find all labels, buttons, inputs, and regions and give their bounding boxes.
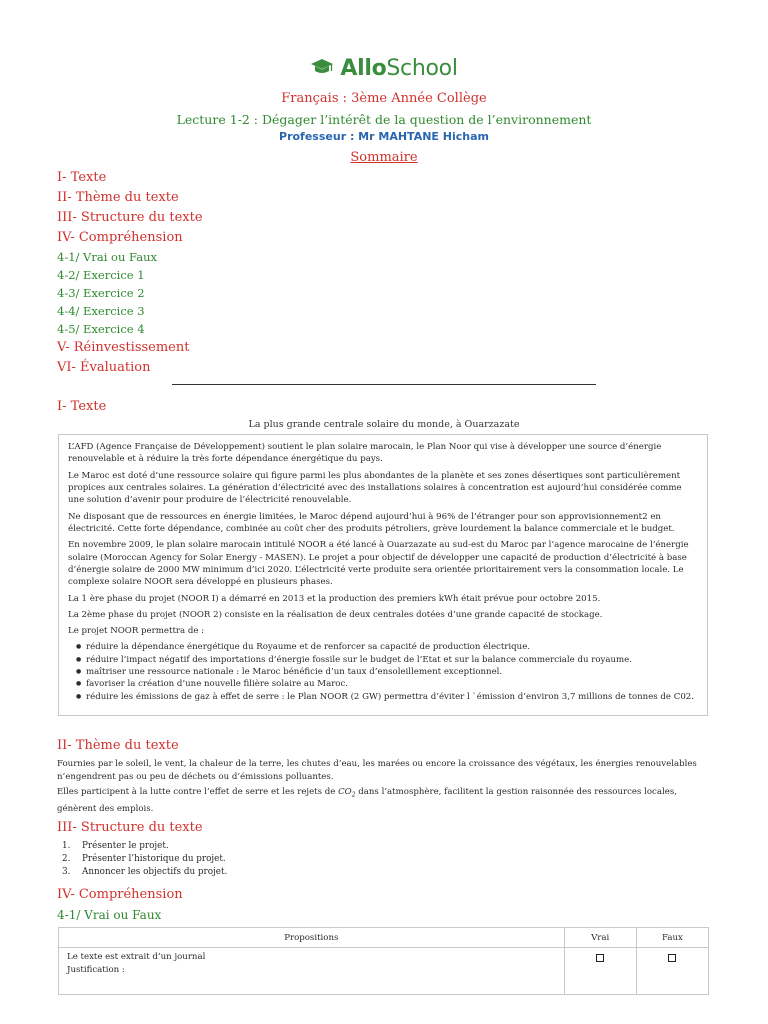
text-paragraph: En novembre 2009, le plan solaire marocain intitulé NOOR a été lancé à Ouarzazate au sud-est du Maroc par l’agence marocaine de l’énergie solaire (Moroccan Agency for Solar Energy - MASEN). Le projet a pour objectif de développer une capacité de production d’électricité à base d’énergie solaire de 2000 MW minimum d’ici 2020. L’électricité verte produite sera orientée prioritairement vers la consommation locale. Le complexe solaire NOOR sera développé en plusieurs phases.: [68, 540, 689, 588]
toc-link-vrai-faux[interactable]: 4-1/ Vrai ou Faux: [57, 250, 157, 264]
objectives-list: [68, 641, 698, 703]
section-heading-texte: I- Texte: [57, 399, 107, 414]
section-heading-comprehension: IV- Compréhension: [57, 887, 183, 902]
list-item: ● favoriser la création d’une nouvelle filière solaire au Maroc.: [86, 678, 698, 690]
toc-link-reinvestissement[interactable]: V- Réinvestissement: [57, 340, 190, 355]
table-header-row: [59, 928, 709, 948]
text-caption: La plus grande centrale solaire du monde, à Ouarzazate: [248, 419, 520, 430]
toc-link-exercice-2[interactable]: 4-3/ Exercice 2: [57, 286, 145, 300]
toc-link-comprehension[interactable]: IV- Compréhension: [57, 230, 183, 245]
list-item: ● réduire l’impact négatif des importations d’énergie fossile sur le budget de l’Etat et sur la balance commerciale du royaume.: [86, 654, 698, 666]
column-header-faux: Faux: [636, 928, 708, 948]
list-item: ● réduire la dépendance énergétique du Royaume et de renforcer sa capacité de production électrique.: [86, 641, 698, 653]
theme-paragraph: Fournies par le soleil, le vent, la chaleur de la terre, les chutes d’eau, les marées ou encore la croissance des végétaux, les énergies renouvelables n’engendrent pas ou peu de déchets ou d’émissions polluantes.: [57, 759, 697, 782]
column-header-propositions: Propositions: [59, 928, 565, 948]
toc-link-exercice-1[interactable]: 4-2/ Exercice 1: [57, 268, 145, 282]
list-item: ● réduire les émissions de gaz à effet de serre : le Plan NOOR (2 GW) permettra d’éviter l `émission d’environ 3,7 millions de tonnes de C02.: [86, 691, 698, 703]
subsection-heading-vrai-faux: 4-1/ Vrai ou Faux: [57, 908, 162, 922]
section-heading-structure: III- Structure du texte: [57, 820, 203, 835]
toc-link-exercice-3[interactable]: 4-4/ Exercice 3: [57, 304, 145, 318]
theme-text: [57, 758, 709, 818]
table-row: [59, 948, 709, 995]
proposition-cell: [59, 948, 565, 995]
lecture-title: Lecture 1-2 : Dégager l’intérêt de la question de l’environnement: [176, 112, 592, 127]
justification-label: Justification :: [67, 965, 125, 975]
faux-cell: [636, 948, 708, 995]
professor-name: Professeur : Mr MAHTANE Hicham: [279, 130, 489, 143]
proposition-text: Le texte est extrait d’un journal: [67, 952, 206, 962]
text-paragraph: Ne disposant que de ressources en énergie limitées, le Maroc dépend aujourd’hui à 96% de l’étranger pour son approvisionnement2 en électricité. Cette forte dépendance, combinée au coût cher des produits pétroliers, grève lourdement la balance commerciale et le budget.: [68, 511, 675, 535]
text-paragraph: L’AFD (Agence Française de Développement) soutient le plan solaire marocain, le Plan Noor qui vise à développer une source d’énergie renouvelable et à réduire la très forte dépendance énergétique du pays.: [68, 442, 662, 465]
toc-link-evaluation[interactable]: VI- Évaluation: [57, 360, 151, 375]
list-item: 2. Présenter l’historique du projet.: [62, 854, 226, 865]
faux-checkbox[interactable]: [668, 954, 676, 962]
theme-paragraph: Elles participent à la lutte contre l’effet de serre et les rejets de $CO_2$ dans l’atmosphère, facilitent la gestion raisonnée des ressources locales, génèrent des emplois.: [57, 787, 677, 814]
co2-formula: $CO_2$: [338, 787, 356, 799]
reading-text-box: [58, 434, 708, 716]
sommaire-heading: Sommaire: [350, 150, 418, 165]
graduation-cap-icon: [310, 58, 334, 80]
table-of-contents: [57, 168, 203, 378]
vrai-cell: [564, 948, 636, 995]
toc-link-exercice-4[interactable]: 4-5/ Exercice 4: [57, 322, 145, 336]
text-paragraph: Le projet NOOR permettra de :: [68, 626, 205, 637]
structure-list: [57, 840, 227, 880]
list-item: 1. Présenter le projet.: [62, 841, 169, 851]
list-item: ● maîtriser une ressource nationale : le Maroc bénéficie d’un taux d’ensoleillement exceptionnel.: [86, 666, 698, 678]
column-header-vrai: Vrai: [564, 928, 636, 948]
text-paragraph: La 2ème phase du projet (NOOR 2) consiste en la réalisation de deux centrales dotées d’une grande capacité de stockage.: [68, 609, 603, 620]
toc-link-structure[interactable]: III- Structure du texte: [57, 210, 203, 225]
divider: [172, 384, 596, 385]
toc-link-texte[interactable]: I- Texte: [57, 170, 107, 185]
list-item: 3. Annoncer les objectifs du projet.: [62, 867, 228, 878]
section-heading-theme: II- Thème du texte: [57, 738, 179, 753]
vrai-checkbox[interactable]: [596, 954, 604, 962]
toc-link-theme[interactable]: II- Thème du texte: [57, 190, 179, 205]
vrai-faux-table: [58, 927, 709, 995]
document-subject: Français : 3ème Année Collège: [281, 91, 487, 106]
brand-name: AlloSchool: [340, 56, 458, 81]
text-paragraph: Le Maroc est doté d’une ressource solaire qui figure parmi les plus abondantes de la planète et ses zones désertiques sont particulièrement propices aux centrales solaires. La génération d’électricité avec des installations solaires à concentration est aujourd’hui considérée comme une solution d’avenir pour produire de l’électricité renouvelable.: [68, 470, 682, 506]
alloschool-logo[interactable]: [0, 56, 768, 81]
text-paragraph: La 1 ère phase du projet (NOOR I) a démarré en 2013 et la production des premiers kWh était prévue pour octobre 2015.: [68, 593, 601, 604]
